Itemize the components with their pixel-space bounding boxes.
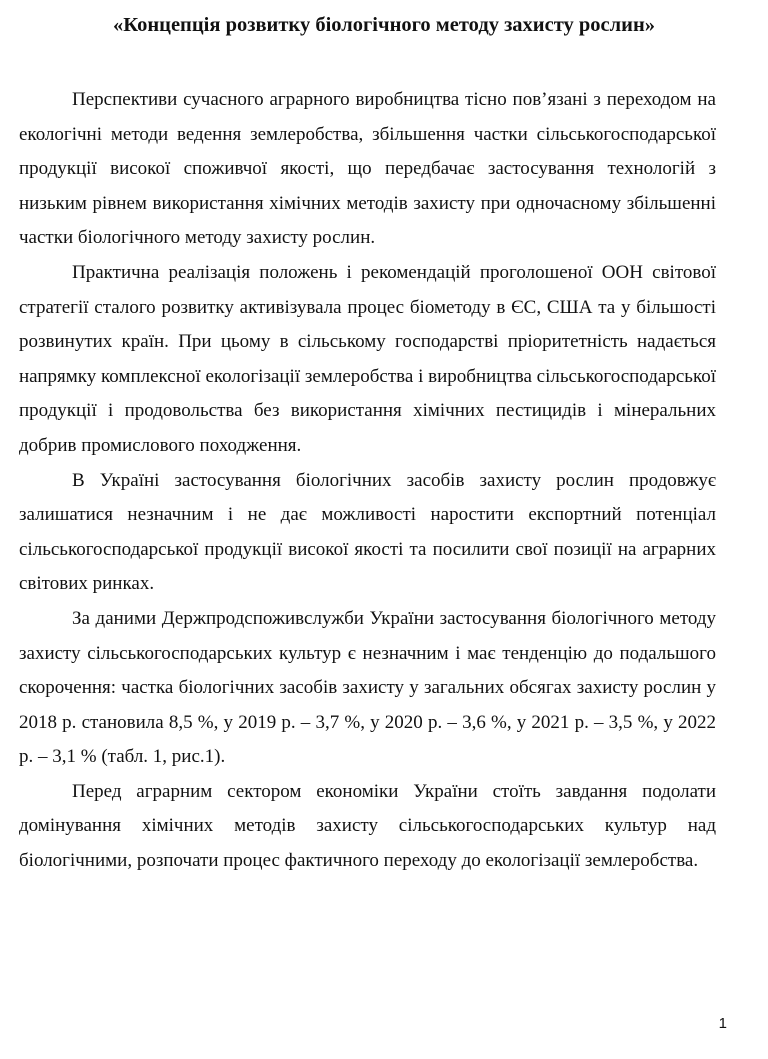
paragraph-1: Перспективи сучасного аграрного виробництва тісно пов’язані з переходом на екологічні методи ведення землеробства, збільшення частки сільськогосподарської продукції високої споживчої якості, що передбачає застосування технологій з низьким рівнем використання хімічних методів захисту при одночасному збільшенні частки біологічного методу захисту рослин. [19, 89, 716, 249]
paragraph-3: В Україні застосування біологічних засобів захисту рослин продовжує залишатися незначним і не дає можливості наростити експортний потенціал сільськогосподарської продукції високої якості та посилити свої позиції на аграрних світових ринках. [19, 469, 716, 595]
document-body [19, 83, 716, 879]
paragraph-4: За даними Держпродспоживслужби України застосування біологічного методу захисту сільськогосподарських культур є незначним і має тенденцію до подальшого скорочення: частка біологічних засобів захисту у загальних обсягах захисту рослин у 2018 р. становила 8,5 %, у 2019 р. – 3,7 %, у 2020 р. – 3,6 %, у 2021 р. – 3,5 %, у 2022 р. – 3,1 % (табл. 1, рис.1). [19, 607, 716, 768]
page-number: 1 [718, 1015, 727, 1032]
paragraph-2: Практична реалізація положень і рекомендацій проголошеної ООН світової стратегії сталого розвитку активізувала процес біометоду в ЄС, США та у більшості розвинутих країн. При цьому в сільському господарстві пріоритетність надається напрямку комплексної екологізації землеробства і виробництва сільськогосподарської продукції і продовольства без використання хімічних пестицидів і мінеральних добрив промислового походження. [19, 261, 716, 456]
document-title: «Концепція розвитку біологічного методу захисту рослин» [112, 14, 656, 36]
paragraph-5: Перед аграрним сектором економіки України стоїть завдання подолати домінування хімічних методів захисту сільськогосподарських культур над біологічними, розпочати процес фактичного переходу до екологізації землеробства. [19, 780, 716, 872]
